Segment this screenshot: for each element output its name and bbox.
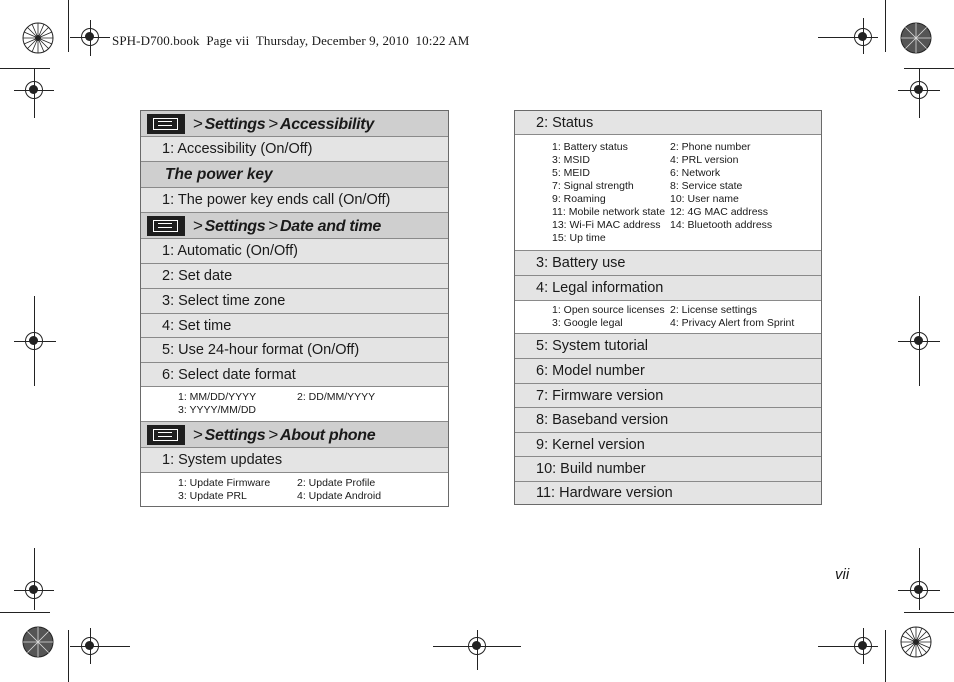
list-item: 1: Automatic (On/Off) xyxy=(141,239,448,264)
sub-item: 1: Open source licenses xyxy=(552,304,665,316)
crumb-settings: Settings xyxy=(204,217,266,235)
sub-item: 2: Update Profile xyxy=(297,476,376,489)
list-item: 4: Legal information xyxy=(515,276,821,301)
sub-item: 3: Update PRL xyxy=(178,489,247,502)
sub-item: 15: Up time xyxy=(552,231,606,244)
list-item: 1: The power key ends call (On/Off) xyxy=(141,188,448,213)
list-item: 7: Firmware version xyxy=(515,384,821,408)
sub-item: 2: License settings xyxy=(670,304,757,316)
crumb-accessibility: Accessibility xyxy=(280,115,374,133)
sub-item: 3: YYYY/MM/DD xyxy=(178,404,256,416)
date-format-options xyxy=(141,387,448,422)
sub-item: 4: Privacy Alert from Sprint xyxy=(670,317,795,329)
sub-item: 2: DD/MM/YYYY xyxy=(297,391,376,403)
list-item: 1: Accessibility (On/Off) xyxy=(141,137,448,162)
menu-path-date-time: > Settings > Date and time xyxy=(141,213,448,239)
sub-item: 4: PRL version xyxy=(670,153,739,166)
crumb-settings: Settings xyxy=(204,426,266,444)
list-item: 5: Use 24-hour format (On/Off) xyxy=(141,338,448,363)
sub-item: 12: 4G MAC address xyxy=(670,205,769,218)
menu-key-icon xyxy=(147,216,185,236)
star-target-icon xyxy=(22,626,54,658)
sub-item: 9: Roaming xyxy=(552,192,606,205)
sub-item: 13: Wi-Fi MAC address xyxy=(552,218,661,231)
list-item: 2: Set date xyxy=(141,264,448,289)
menu-path-accessibility: > Settings > Accessibility xyxy=(141,111,448,137)
status-options xyxy=(515,135,821,251)
crumb-settings: Settings xyxy=(204,115,266,133)
registration-mark-icon xyxy=(468,637,486,655)
registration-mark-icon xyxy=(81,637,99,655)
page-header: SPH-D700.book Page vii Thursday, December 9, 2010 10:22 AM xyxy=(112,33,470,48)
list-item: 9: Kernel version xyxy=(515,433,821,457)
registration-mark-icon xyxy=(25,332,43,350)
list-item: 3: Select time zone xyxy=(141,289,448,314)
sub-item: 11: Mobile network state xyxy=(552,205,666,218)
sub-item: 1: MM/DD/YYYY xyxy=(178,391,257,403)
crumb-about-phone: About phone xyxy=(280,426,376,444)
system-update-options xyxy=(141,473,448,506)
list-item: 11: Hardware version xyxy=(515,482,821,504)
registration-mark-icon xyxy=(910,581,928,599)
sub-item: 2: Phone number xyxy=(670,140,751,153)
list-item: 6: Model number xyxy=(515,359,821,384)
sub-item: 10: User name xyxy=(670,192,739,205)
registration-mark-icon xyxy=(25,581,43,599)
registration-mark-icon xyxy=(81,28,99,46)
sub-item: 5: MEID xyxy=(552,166,590,179)
menu-path-about-phone: > Settings > About phone xyxy=(141,422,448,448)
sub-item: 4: Update Android xyxy=(297,489,382,502)
settings-menu-table-left xyxy=(140,110,449,507)
menu-key-icon xyxy=(147,425,185,445)
sub-item: 6: Network xyxy=(670,166,721,179)
list-item: 10: Build number xyxy=(515,457,821,482)
registration-mark-icon xyxy=(854,28,872,46)
legal-options xyxy=(515,301,821,334)
sub-item: 1: Update Firmware xyxy=(178,476,271,489)
list-item: 6: Select date format xyxy=(141,363,448,387)
menu-key-icon xyxy=(147,114,185,134)
settings-menu-table-right xyxy=(514,110,822,505)
list-item: 2: Status xyxy=(515,111,821,135)
list-item: 1: System updates xyxy=(141,448,448,473)
list-item: 8: Baseband version xyxy=(515,408,821,433)
list-item: 3: Battery use xyxy=(515,251,821,276)
star-target-icon xyxy=(22,22,54,54)
star-target-icon xyxy=(900,22,932,54)
crumb-date-and-time: Date and time xyxy=(280,217,382,235)
sub-item: 7: Signal strength xyxy=(552,179,634,192)
sub-item: 3: MSID xyxy=(552,153,590,166)
star-target-icon xyxy=(900,626,932,658)
page-number: vii xyxy=(835,566,850,583)
sub-item: 1: Battery status xyxy=(552,140,628,153)
list-item: 5: System tutorial xyxy=(515,334,821,359)
sub-item: 14: Bluetooth address xyxy=(670,218,773,231)
registration-mark-icon xyxy=(910,332,928,350)
registration-mark-icon xyxy=(25,81,43,99)
registration-mark-icon xyxy=(854,637,872,655)
list-item: 4: Set time xyxy=(141,314,448,338)
sub-item: 8: Service state xyxy=(670,179,743,192)
section-title: The power key xyxy=(141,162,448,188)
registration-mark-icon xyxy=(910,81,928,99)
sub-item: 3: Google legal xyxy=(552,317,623,329)
